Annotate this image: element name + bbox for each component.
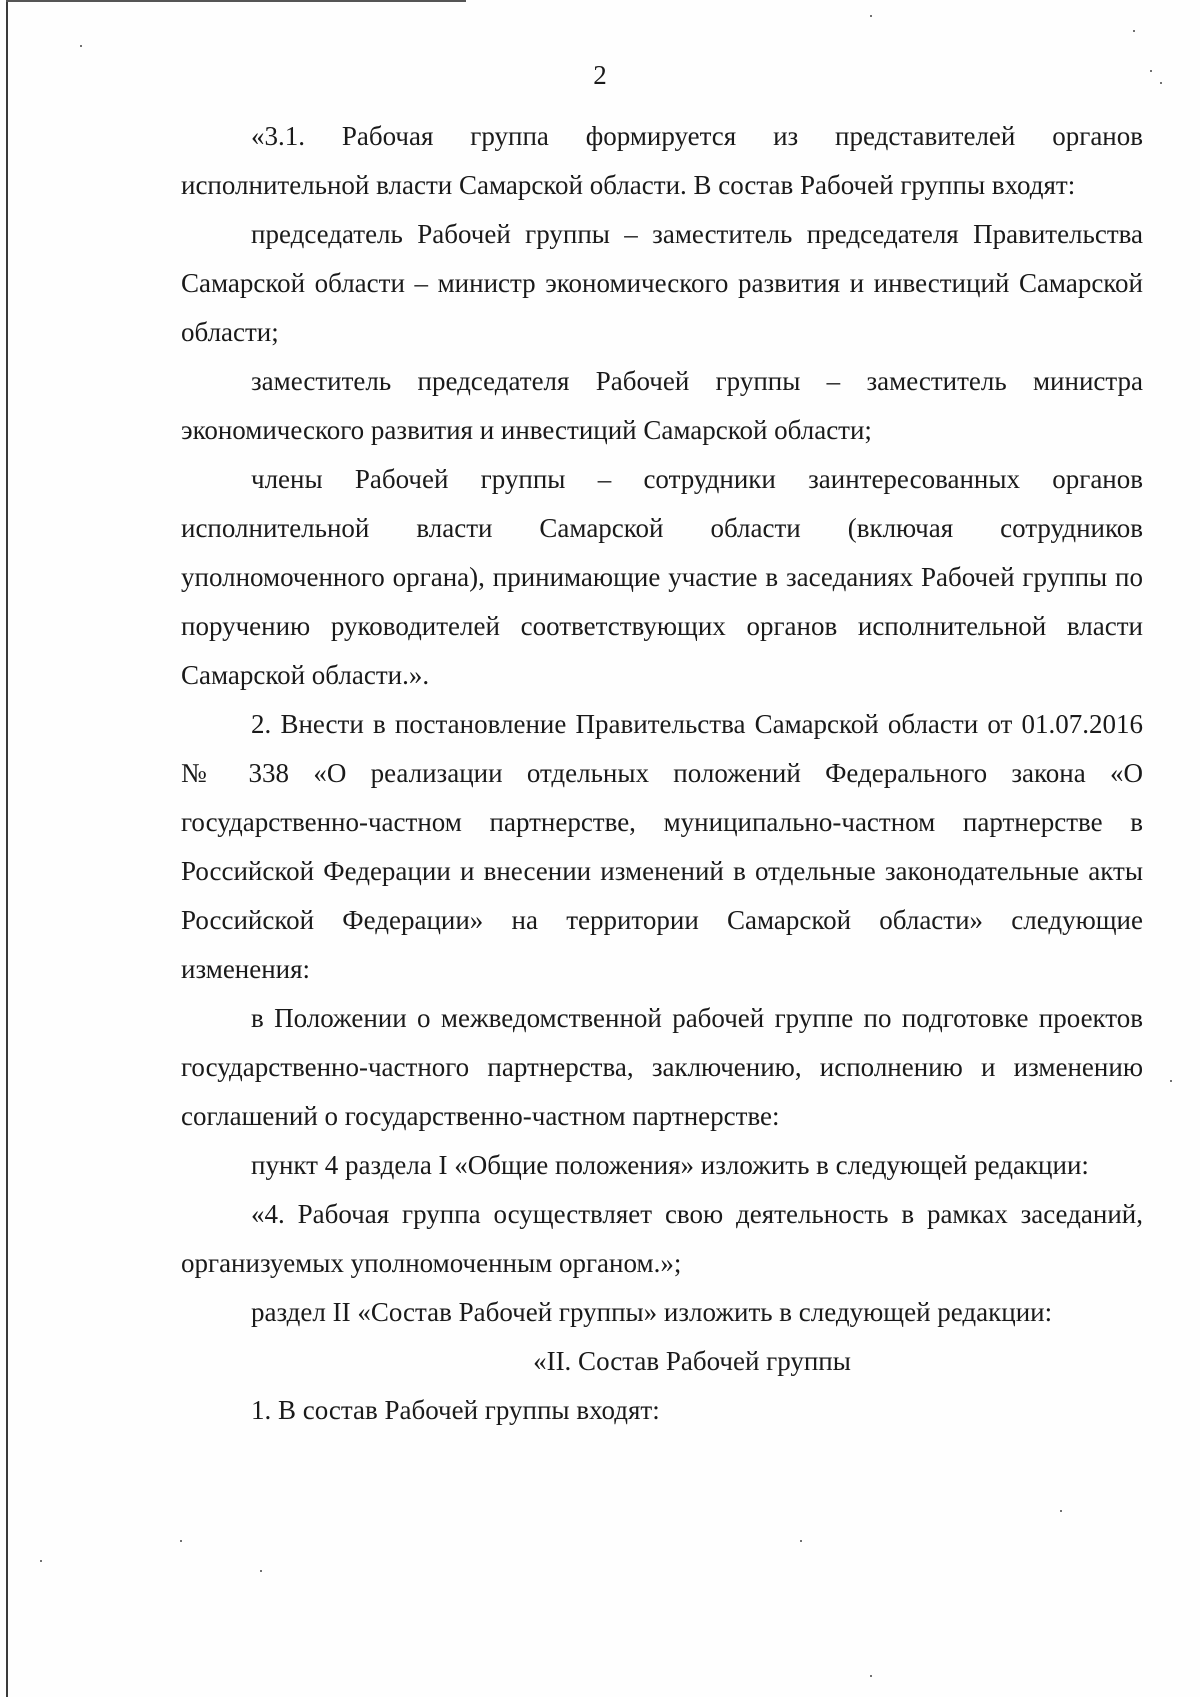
scan-speck — [800, 1540, 802, 1542]
scan-edge-top — [6, 0, 466, 2]
paragraph-chairman: председатель Рабочей группы – заместитель председателя Правительства Самарской области – министр экономического развития и инвестиций Самарской области; — [181, 219, 1143, 347]
document-body — [181, 112, 1143, 1435]
scan-speck — [180, 1540, 182, 1542]
paragraph-clause-4: пункт 4 раздела I «Общие положения» изложить в следующей редакции: — [251, 1150, 1089, 1180]
scan-speck — [870, 1675, 872, 1677]
scan-speck — [80, 45, 82, 47]
paragraph-members: члены Рабочей группы – сотрудники заинтересованных органов исполнительной власти Самарской области (включая сотрудников уполномоченного органа), принимающие участие в заседаниях Рабочей группы по поручению руководителей соответствующих органов исполнительной власти Самарской области.». — [181, 464, 1143, 690]
scan-speck — [1160, 82, 1162, 84]
paragraph-deputy-chairman: заместитель председателя Рабочей группы – заместитель министра экономического развития и инвестиций Самарской области; — [181, 366, 1143, 445]
scan-speck — [1060, 1510, 1062, 1512]
scan-speck — [40, 1560, 42, 1562]
scan-speck — [1170, 1080, 1172, 1082]
scan-speck — [260, 1570, 262, 1572]
scan-speck — [1150, 70, 1152, 72]
paragraph-clause-4-text: «4. Рабочая группа осуществляет свою деятельность в рамках заседаний, организуемых уполномоченным органом.»; — [181, 1199, 1143, 1278]
paragraph-3-1: «3.1. Рабочая группа формируется из представителей органов исполнительной власти Самарской области. В состав Рабочей группы входят: — [181, 121, 1143, 200]
section-heading: «II. Состав Рабочей группы — [533, 1346, 851, 1376]
paragraph-item-2: 2. Внести в постановление Правительства Самарской области от 01.07.2016 № 338 «О реализации отдельных положений Федерального закона «О государственно-частном партнерстве, муниципально-частном партнерстве в Российской Федерации и внесении изменений в отдельные законодательные акты Российской Федерации» на территории Самарской области» следующие изменения: — [181, 709, 1143, 984]
paragraph-regulation: в Положении о межведомственной рабочей группе по подготовке проектов государственно-частного партнерства, заключению, исполнению и изменению соглашений о государственно-частном партнерстве: — [181, 1003, 1143, 1131]
paragraph-composition: 1. В состав Рабочей группы входят: — [251, 1395, 660, 1425]
page-number: 2 — [593, 60, 607, 90]
scan-edge-left — [6, 0, 8, 1697]
paragraph-section-2-intro: раздел II «Состав Рабочей группы» изложить в следующей редакции: — [251, 1297, 1053, 1327]
scan-speck — [1133, 30, 1135, 32]
scan-speck — [870, 15, 872, 17]
